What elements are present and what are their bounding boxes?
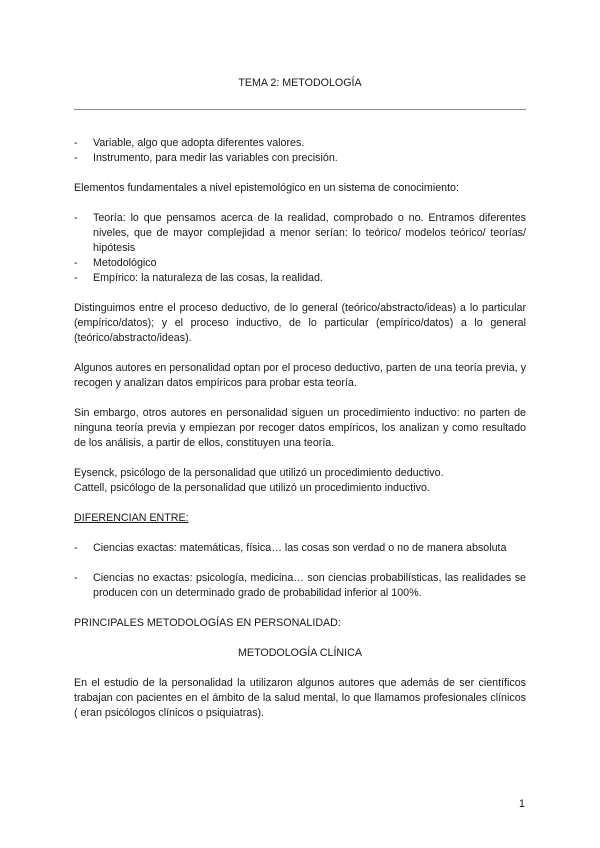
principales-heading: PRINCIPALES METODOLOGÍAS EN PERSONALIDAD: xyxy=(74,617,341,629)
cattell-line: Cattell, psicólogo de la personalidad que utilizó un procedimiento inductivo. xyxy=(74,482,430,494)
list-dash: - xyxy=(74,272,78,284)
inductive-authors-paragraph: Sin embargo, otros autores en personalidad siguen un procedimiento inductivo: no parten de ninguna teoría previa y empiezan por recoger datos empíricos, los analizan y como resultado de los análisis, a partir de ellos, constituyen una teoría. xyxy=(74,407,526,449)
list-item-text: Instrumento, para medir las variables con precisión. xyxy=(93,152,338,164)
list-item-text: Ciencias exactas: matemáticas, física… las cosas son verdad o no de manera absoluta xyxy=(93,542,507,554)
deductive-authors-paragraph: Algunos autores en personalidad optan por el proceso deductivo, parten de una teoría previa, y recogen y analizan datos empíricos para probar esta teoría. xyxy=(74,362,526,389)
list-dash: - xyxy=(74,152,78,164)
list-item-text: Metodológico xyxy=(93,257,157,269)
definitions-list xyxy=(74,136,526,166)
list-item-text: Teoría: lo que pensamos acerca de la realidad, comprobado o no. Entramos diferentes niveles, que de mayor complejidad a menor serían: lo teórico/ modelos teórico/ teorías/ hipótesis xyxy=(93,212,526,254)
elements-list xyxy=(74,211,526,286)
page-content xyxy=(74,76,526,721)
intro-paragraph: Elementos fundamentales a nivel epistemológico en un sistema de conocimiento: xyxy=(74,182,459,194)
list-item-text: Variable, algo que adopta diferentes valores. xyxy=(93,137,305,149)
list-dash: - xyxy=(74,137,78,149)
list-item-text: Empírico: la naturaleza de las cosas, la realidad. xyxy=(93,272,323,284)
deductive-inductive-paragraph: Distinguimos entre el proceso deductivo, de lo general (teórico/abstracto/ideas) a lo particular (empírico/datos); y el proceso inductivo, de lo particular (empírico/datos) a lo general (teórico/abstracto/ideas). xyxy=(74,302,526,344)
list-dash: - xyxy=(74,257,78,269)
page-number: 1 xyxy=(519,798,525,810)
list-item xyxy=(74,211,526,256)
clinical-paragraph: En el estudio de la personalidad la utilizaron algunos autores que además de ser científicos trabajan con pacientes en el ámbito de la salud mental, lo que llamamos profesionales clínicos ( eran psicólogos clínicos o psiquiatras). xyxy=(74,677,526,719)
sciences-list xyxy=(74,541,526,601)
title-divider xyxy=(74,109,526,110)
list-item xyxy=(74,136,526,151)
list-dash: - xyxy=(74,572,78,584)
list-dash: - xyxy=(74,212,78,224)
list-item xyxy=(74,256,526,271)
document-title: TEMA 2: METODOLOGÍA xyxy=(238,77,362,89)
list-dash: - xyxy=(74,542,78,554)
eysenck-line: Eysenck, psicólogo de la personalidad que utilizó un procedimiento deductivo. xyxy=(74,467,444,479)
list-item-text: Ciencias no exactas: psicología, medicina… son ciencias probabilísticas, las realidades se producen con un determinado grado de probabilidad inferior al 100%. xyxy=(93,572,526,599)
list-item xyxy=(74,271,526,286)
list-item xyxy=(74,151,526,166)
section-subtitle: METODOLOGÍA CLÍNICA xyxy=(238,647,362,659)
list-item xyxy=(74,571,526,601)
list-item xyxy=(74,541,526,556)
diferencian-heading: DIFERENCIAN ENTRE: xyxy=(74,512,189,524)
